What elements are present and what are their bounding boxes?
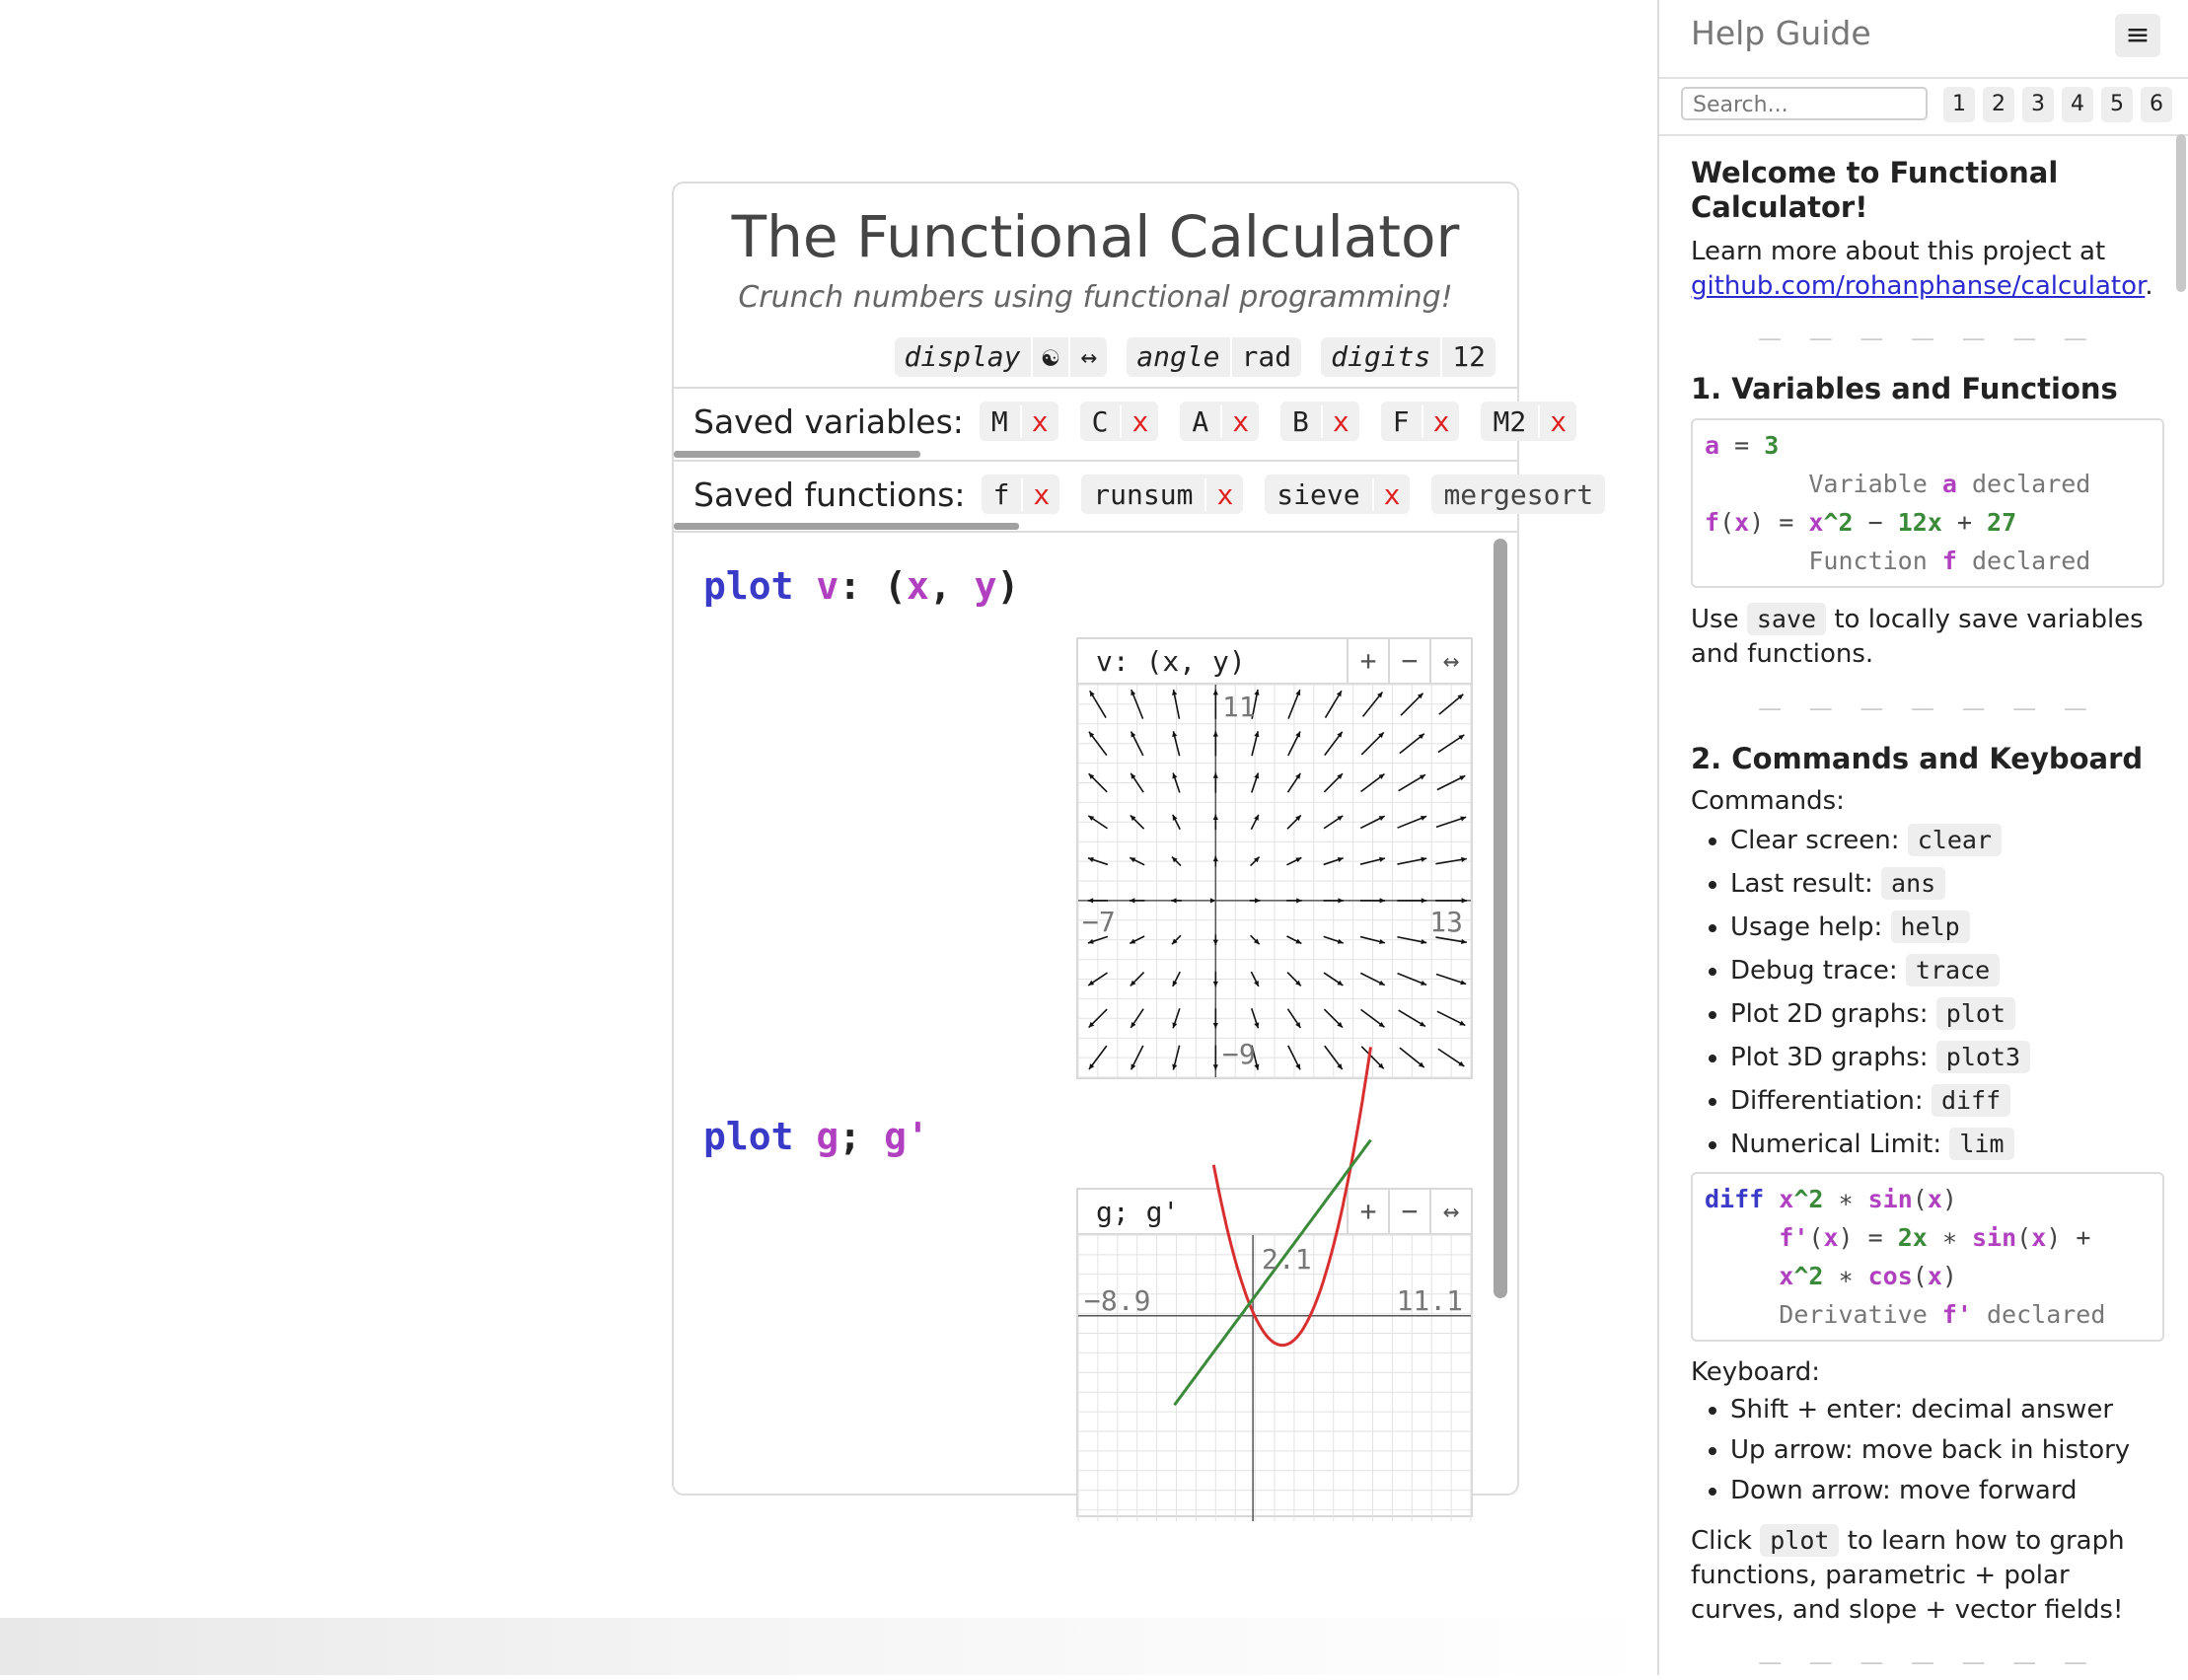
help-toolbar (1659, 77, 2188, 136)
command-code: help (1891, 911, 1970, 943)
axis-label-top: 2.1 (1262, 1243, 1312, 1276)
command-label: Clear screen: (1730, 826, 1900, 855)
help-page-3[interactable]: 3 (2022, 87, 2054, 122)
help-page-2[interactable]: 2 (1983, 87, 2014, 122)
reset-view-button[interactable]: ↔ (1429, 1190, 1471, 1233)
list-item (1730, 1036, 2164, 1079)
help-panel (1657, 0, 2188, 1675)
saved-variable-name[interactable]: B (1292, 404, 1309, 438)
remove-function-icon[interactable]: x (1204, 478, 1243, 511)
github-link[interactable]: github.com/rohanphanse/calculator (1691, 271, 2146, 301)
remove-function-icon[interactable]: x (1021, 478, 1059, 511)
plot-title: g; g' (1096, 1195, 1180, 1228)
help-scrollbar[interactable] (2176, 134, 2186, 292)
zoom-in-button[interactable]: + (1347, 639, 1388, 683)
help-page-6[interactable]: 6 (2141, 87, 2172, 122)
display-label: display (904, 340, 1021, 373)
code-var: a (1941, 470, 1957, 498)
vector-field-plot (1076, 637, 1473, 1079)
command-variable: v (816, 564, 839, 608)
code-var: a (1705, 431, 1720, 460)
code-text: ∗ (1823, 1262, 1868, 1290)
code-text: declared (1956, 547, 2091, 575)
code-var: x (1823, 1223, 1839, 1252)
code-num: ^2 (1793, 1262, 1824, 1290)
saved-function-name[interactable]: sieve (1276, 477, 1360, 511)
vector-arrowhead (1210, 898, 1215, 903)
code-var: cos (1867, 1262, 1913, 1290)
command-label: Numerical Limit: (1730, 1130, 1942, 1159)
list-item (1730, 819, 2164, 862)
code-var: f' (1779, 1223, 1809, 1252)
code-text: ) + (2046, 1223, 2091, 1252)
divider: — — — — — — — (1758, 325, 2097, 352)
code-text: ∗ (1823, 1185, 1868, 1213)
divider: — — — — — — — (1758, 694, 2097, 722)
help-text: to learn how to graph functions, parametric + polar curves, and slope + vector fields! (1691, 1526, 2125, 1625)
remove-variable-icon[interactable]: x (1538, 405, 1576, 438)
function-plot (1076, 1188, 1473, 1517)
saved-variables-label: Saved variables: (693, 402, 964, 441)
saved-variable-name[interactable]: F (1392, 404, 1410, 438)
code-text: − (1853, 508, 1898, 537)
vector-arrowhead (1213, 815, 1218, 820)
help-text: to locally save variables and functions. (1691, 605, 2144, 669)
saved-function-chip[interactable] (1265, 475, 1410, 514)
keyboard-list (1691, 1390, 2164, 1511)
menu-icon[interactable]: ≡ (2115, 14, 2160, 57)
help-title: Help Guide (1691, 14, 1871, 52)
command-code: plot (1936, 997, 2015, 1030)
vector-arrowhead (1213, 772, 1218, 777)
command-variable: g (816, 1115, 839, 1158)
page-subtitle: Crunch numbers using functional programming! (738, 280, 1453, 315)
code-text: declared (1971, 1300, 2106, 1329)
vector-arrowhead (1460, 980, 1466, 985)
help-content: Welcome to Functional Calculator! Learn more about this project at github.com/rohanphanse/calculator. — — — — — — — 1. Variables and Functions a = 3 Variable a declared f(x) = x^2 − 12x + 27 Function f declared Use save to locally save variables and functions. — — — — — — — 2. Commands and Keyboard Commands: • Clear screen: clear • Last result: ans • Usage help: help • Debug trace: trace • Plot 2D graphs: plot • Plot 3D graphs: plot3 • Differentiation: diff • Numerical Limit: lim diff x^2 ∗ sin(x) f'(x) = 2x ∗ sin(x) + x^2 ∗ cos(x) Derivative f' declared Keyboard: • Shift + enter: decimal answer • Up arrow: move back in history • Down arrow: move forward Click plot to learn how to graph functions, parametric + polar curves, and slope + vector fields! — — — — — — — (1691, 138, 2164, 1680)
command-code: plot3 (1936, 1041, 2030, 1073)
help-page-4[interactable]: 4 (2062, 87, 2093, 122)
saved-function-name[interactable]: mergesort (1443, 477, 1594, 511)
code-example: a = 3 Variable a declared f(x) = x^2 − 12x + 27 Function f declared (1691, 418, 2164, 588)
plot-title: v: (x, y) (1096, 644, 1246, 678)
saved-functions-row (674, 460, 1594, 527)
axis-label-right: 13 (1429, 906, 1463, 938)
calculator-card (672, 182, 1594, 1496)
code-var: f' (1941, 1300, 1972, 1329)
code-text: ∗ (1927, 1223, 1972, 1252)
code-text: ) (1941, 1262, 1957, 1290)
command-code: trace (1906, 954, 2000, 986)
reset-view-button[interactable]: ↔ (1429, 639, 1471, 683)
code-num: 3 (1764, 431, 1780, 460)
code-text: ) = (1749, 508, 1809, 537)
saved-variable-chip[interactable] (1080, 402, 1159, 441)
code-text: = (1719, 431, 1765, 460)
vector-arrowhead (1213, 731, 1218, 736)
command-keyword: plot (703, 1115, 794, 1158)
history-panel (674, 531, 1517, 1496)
remove-variable-icon[interactable]: x (1220, 405, 1259, 438)
code-var: f (1705, 508, 1720, 537)
code-var: x (1779, 1185, 1794, 1213)
code-text: ) = (1838, 1223, 1898, 1252)
code-text: + (1941, 508, 1988, 537)
saved-function-chip[interactable] (1081, 475, 1243, 514)
remove-variable-icon[interactable]: x (1020, 405, 1058, 438)
list-item (1730, 862, 2164, 906)
saved-variable-name[interactable]: M2 (1493, 404, 1527, 438)
section-heading: 1. Variables and Functions (1691, 372, 2118, 405)
keyboard-label: Keyboard: (1691, 1357, 1820, 1387)
command-text: ) (996, 564, 1020, 608)
axis-label-left: −8.9 (1084, 1284, 1151, 1317)
axis-label-bottom: −9 (1222, 1038, 1256, 1070)
axis-label-left: −7 (1082, 906, 1116, 938)
help-text: Use (1691, 605, 1739, 634)
vector-arrowhead (1213, 1023, 1218, 1028)
code-var: x (1808, 508, 1824, 537)
list-item (1730, 1123, 2164, 1166)
help-page-buttons (1943, 87, 2172, 122)
digits-setting[interactable] (1321, 337, 1495, 377)
command-label: Last result: (1730, 869, 1873, 899)
code-var: f (1941, 547, 1957, 575)
vector-arrowhead (1255, 898, 1260, 903)
vector-arrowhead (1380, 898, 1385, 903)
vector-arrowhead (1171, 898, 1176, 903)
remove-variable-icon[interactable]: x (1422, 405, 1460, 438)
code-var: sin (1867, 1185, 1913, 1213)
code-text: Derivative (1779, 1300, 1942, 1329)
function-plot-canvas[interactable] (1078, 1235, 1471, 1521)
saved-variable-chip[interactable] (980, 402, 1058, 441)
help-page-5[interactable]: 5 (2101, 87, 2133, 122)
settings-bar (895, 337, 1495, 377)
help-text: Click (1691, 1526, 1752, 1556)
welcome-heading: Welcome to Functional Calculator! (1691, 156, 2059, 224)
saved-variable-chip[interactable] (1381, 402, 1460, 441)
divider: — — — — — — — (1758, 1648, 2097, 1676)
code-kw: diff (1705, 1185, 1765, 1213)
vector-arrowhead (1296, 898, 1301, 903)
command-label: Plot 2D graphs: (1730, 999, 1929, 1029)
angle-value[interactable]: rad (1230, 337, 1302, 377)
command-variable: y (974, 564, 997, 608)
code-num: ^2 (1793, 1185, 1824, 1213)
code-var: x (1927, 1262, 1942, 1290)
vector-arrowhead (1338, 898, 1343, 903)
plot-header (1078, 1190, 1471, 1235)
saved-variable-name[interactable]: M (990, 404, 1008, 438)
vector-arrowhead (1460, 816, 1466, 821)
page-bottom-shadow (0, 1618, 1657, 1675)
vector-arrowhead (1462, 898, 1467, 903)
save-code: save (1747, 603, 1826, 635)
vector-arrowhead (1422, 898, 1426, 903)
command-code: diff (1932, 1084, 2010, 1117)
saved-variable-chip[interactable] (1180, 402, 1259, 441)
list-item: • Shift + enter: decimal answer (1730, 1390, 2164, 1430)
remove-function-icon[interactable]: x (1372, 478, 1411, 511)
help-search-input[interactable]: Search... (1681, 87, 1928, 120)
list-item (1730, 992, 2164, 1036)
command-code: lim (1949, 1128, 2013, 1160)
command-keyword: plot (703, 564, 794, 608)
saved-variable-name[interactable]: C (1091, 404, 1109, 438)
code-var: x (1734, 508, 1750, 537)
code-text: declared (1956, 470, 2091, 498)
vector-arrowhead (1213, 856, 1218, 861)
command-variable: x (906, 564, 929, 608)
welcome-text: Learn more about this project at (1691, 237, 2106, 266)
axis-label-right: 11.1 (1396, 1284, 1463, 1317)
vector-field-canvas[interactable] (1078, 685, 1471, 1077)
command-label: Debug trace: (1730, 956, 1898, 986)
code-num: 12x (1897, 508, 1942, 537)
remove-variable-icon[interactable]: x (1321, 405, 1359, 438)
saved-variable-name[interactable]: A (1192, 404, 1209, 438)
command-label: Differentiation: (1730, 1086, 1924, 1116)
vector-arrowhead (1213, 940, 1218, 945)
swap-arrow-icon[interactable]: ↔ (1068, 337, 1107, 377)
code-text: Variable (1808, 470, 1942, 498)
list-item: • Down arrow: move forward (1730, 1471, 2164, 1511)
display-setting[interactable] (895, 337, 1108, 377)
command-code: clear (1908, 824, 2002, 856)
section-heading: 2. Commands and Keyboard (1691, 742, 2144, 775)
list-item (1730, 949, 2164, 992)
zoom-in-button[interactable]: + (1347, 1190, 1388, 1233)
vector-arrowhead (1130, 898, 1134, 903)
command-label: Plot 3D graphs: (1730, 1043, 1929, 1072)
saved-functions-label: Saved functions: (693, 475, 966, 514)
command-label: Usage help: (1730, 913, 1883, 942)
list-item (1730, 1079, 2164, 1123)
history-scrollbar[interactable] (1494, 539, 1507, 1298)
saved-function-name[interactable]: runsum (1093, 477, 1194, 511)
help-page-1[interactable]: 1 (1943, 87, 1975, 122)
list-item: • Up arrow: move back in history (1730, 1430, 2164, 1471)
code-text: Function (1808, 547, 1942, 575)
vector-arrowhead (1088, 898, 1093, 903)
commands-list (1691, 819, 2164, 1166)
saved-function-chip[interactable] (982, 475, 1060, 514)
remove-variable-icon[interactable]: x (1120, 405, 1158, 438)
saved-variables-row (674, 387, 1568, 454)
zoom-out-button[interactable]: − (1388, 639, 1429, 683)
code-var: sin (1971, 1223, 2017, 1252)
angle-setting[interactable] (1127, 337, 1301, 377)
saved-function-name[interactable]: f (992, 477, 1010, 511)
plot-code: plot (1760, 1524, 1839, 1557)
code-example: diff x^2 ∗ sin(x) f'(x) = 2x ∗ sin(x) + x^2 ∗ cos(x) Derivative f' declared (1691, 1172, 2164, 1342)
list-item (1730, 906, 2164, 949)
vector-arrowhead (1213, 982, 1218, 986)
command-text: : ( (839, 564, 907, 608)
code-var: x (1779, 1262, 1794, 1290)
code-num: ^2 (1823, 508, 1854, 537)
yin-yang-icon[interactable]: ☯ (1031, 337, 1069, 377)
variables-scrollbar[interactable] (674, 451, 920, 458)
history-command[interactable] (703, 564, 1019, 608)
vector-arrowhead (1213, 1064, 1218, 1069)
command-code: ans (1881, 867, 1945, 900)
axis-label-top: 11 (1222, 691, 1256, 723)
functions-scrollbar[interactable] (674, 523, 1019, 530)
page-title: The Functional Calculator (731, 203, 1460, 270)
saved-variable-chip[interactable] (1481, 402, 1576, 441)
plot-header (1078, 639, 1471, 685)
code-num: 27 (1987, 508, 2017, 537)
code-num: 2x (1897, 1223, 1928, 1252)
command-text: ; (839, 1115, 885, 1158)
history-command[interactable] (703, 1115, 929, 1158)
commands-label: Commands: (1691, 786, 1845, 816)
code-var: x (1927, 1185, 1942, 1213)
code-var: x (2031, 1223, 2047, 1252)
command-variable: g' (884, 1115, 929, 1158)
command-text: , (928, 564, 975, 608)
vector-arrowhead (1213, 690, 1218, 694)
saved-variable-chip[interactable] (1280, 402, 1359, 441)
zoom-out-button[interactable]: − (1388, 1190, 1429, 1233)
angle-label: angle (1136, 340, 1220, 373)
digits-value[interactable]: 12 (1440, 337, 1495, 377)
digits-label: digits (1331, 340, 1431, 373)
saved-function-chip[interactable] (1431, 475, 1605, 514)
